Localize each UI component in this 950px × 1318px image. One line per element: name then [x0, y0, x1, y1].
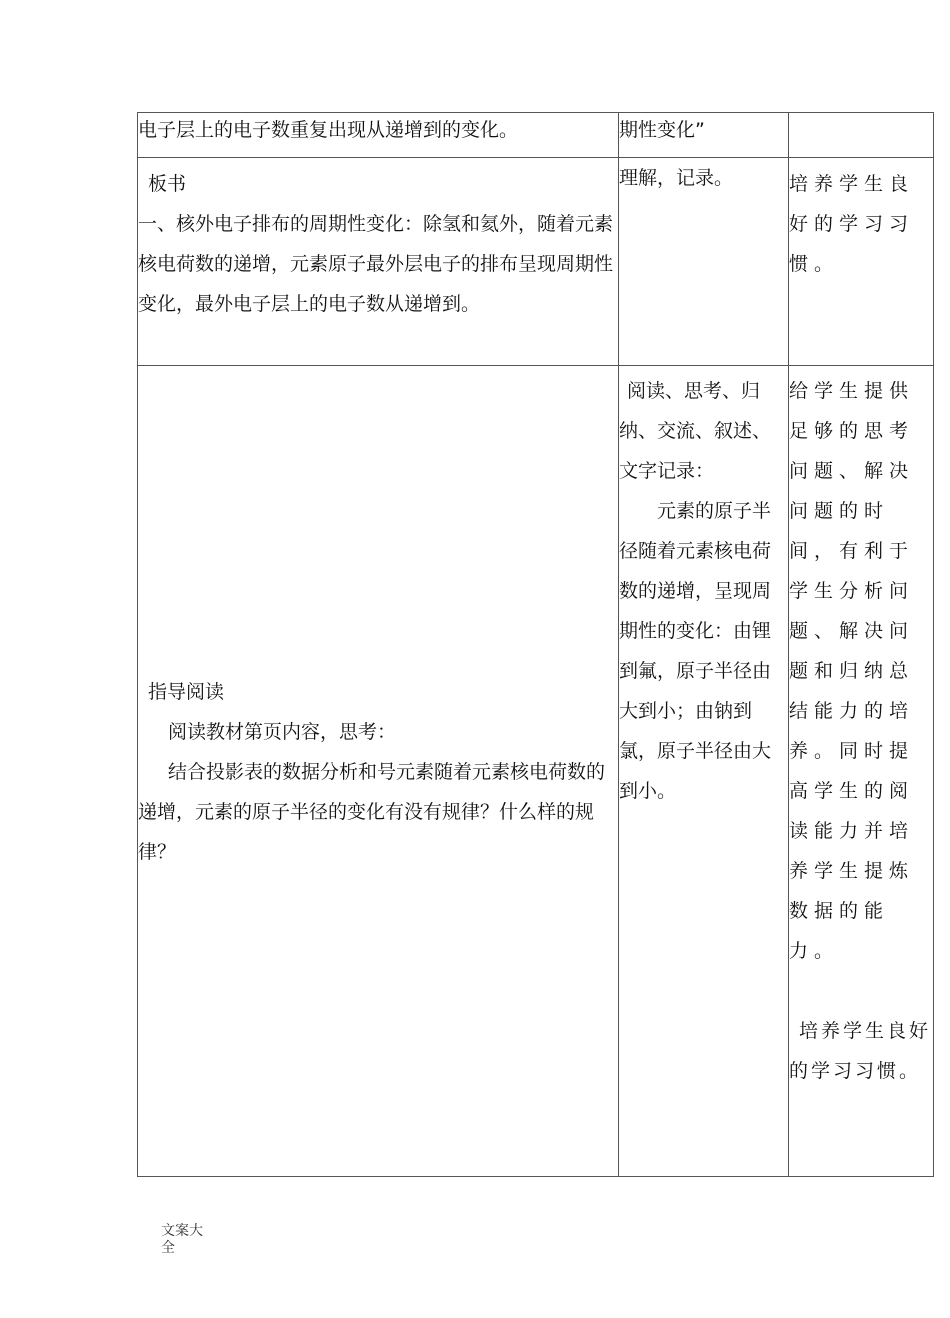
design-intent-cell	[789, 158, 934, 366]
cell-text: 期性变化”	[619, 119, 705, 141]
spacer	[789, 971, 933, 1011]
table-row	[138, 158, 934, 366]
lesson-plan-table	[137, 112, 934, 1177]
paragraph: 一、核外电子排布的周期性变化：除氢和氦外，随着元素核电荷数的递增，元素原子最外层电子的排布呈现周期性变化，最外电子层上的电子数从递增到。	[138, 213, 614, 315]
teacher-activity-cell	[138, 113, 619, 158]
design-intent-cell	[789, 366, 934, 1177]
paragraph: 阅读、思考、归纳、交流、叙述、文字记录：	[619, 380, 772, 482]
student-activity-cell	[619, 113, 789, 158]
cell-text: 理解，记录。	[619, 167, 734, 189]
paragraph: 给学生提供足够的思考问题、解决问题的时间，有利于学生分析问题、解决问题和归纳总结能力的培养。同时提高学生的阅读能力并培养学生提炼数据的能力。	[789, 380, 915, 962]
paragraph: 培养学生良好的学习习惯。	[789, 1020, 932, 1082]
paragraph: 结合投影表的数据分析和号元素随着元素核电荷数的递增，元素的原子半径的变化有没有规律？什么样的规律？	[138, 761, 606, 863]
cell-text: 电子层上的电子数重复出现从递增到的变化。	[138, 119, 519, 141]
student-activity-cell	[619, 366, 789, 1177]
section-heading: 指导阅读	[148, 681, 225, 703]
section-heading: 板书	[148, 173, 187, 195]
cell-text: 培养学生良好的学习习惯。	[789, 173, 915, 275]
teacher-activity-cell	[138, 158, 619, 366]
footer-watermark: 文案大全	[161, 1223, 203, 1256]
student-activity-cell	[619, 158, 789, 366]
table-row	[138, 113, 934, 158]
design-intent-cell	[789, 113, 934, 158]
paragraph: 元素的原子半径随着元素核电荷数的递增，呈现周期性的变化：由锂到氟，原子半径由大到小；由钠到氯，原子半径由大到小。	[619, 500, 772, 802]
paragraph: 阅读教材第页内容，思考：	[168, 721, 397, 743]
table-row	[138, 366, 934, 1177]
teacher-activity-cell	[138, 366, 619, 1177]
